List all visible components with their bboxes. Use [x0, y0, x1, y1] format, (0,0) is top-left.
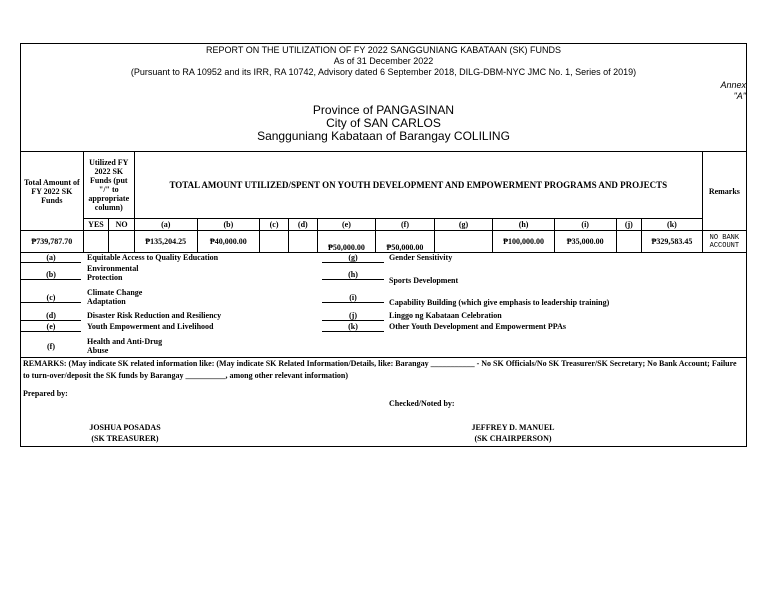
- col-programs-header: TOTAL AMOUNT UTILIZED/SPENT ON YOUTH DEVELOPMENT AND EMPOWERMENT PROGRAMS AND PROJECTS: [134, 152, 702, 219]
- report-date: As of 31 December 2022: [333, 56, 434, 66]
- col-yes-header: YES: [83, 219, 109, 231]
- treasurer-name: JOSHUA POSADAS: [89, 423, 161, 432]
- legend-code: (d): [21, 311, 81, 321]
- col-letter: (a): [134, 219, 197, 231]
- value-cell: ₱35,000.00: [554, 231, 616, 253]
- value-cell: [434, 231, 493, 253]
- col-letter: (h): [493, 219, 555, 231]
- utilization-table: [20, 151, 747, 253]
- legend-code: (a): [21, 253, 81, 263]
- col-letter: (i): [554, 219, 616, 231]
- col-letter: (e): [317, 219, 376, 231]
- legend-label: Other Youth Development and Empowerment PPAs: [389, 322, 566, 331]
- col-total-header: Total Amount of FY 2022 SK Funds: [21, 152, 84, 231]
- province-name: Province of PANGASINAN: [312, 103, 455, 117]
- legend-label: Health and Anti-Drug Abuse: [87, 337, 163, 355]
- col-letter: (c): [260, 219, 289, 231]
- city-name: City of SAN CARLOS: [326, 116, 441, 130]
- col-letter: (g): [434, 219, 493, 231]
- legend-code: (i): [322, 293, 384, 303]
- value-cell: [616, 231, 642, 253]
- chairperson-name: JEFFREY D. MANUEL: [471, 423, 555, 432]
- legend-label: Youth Empowerment and Livelihood: [87, 322, 214, 331]
- value-cell: ₱329,583.45: [642, 231, 703, 253]
- col-letter: (k): [642, 219, 703, 231]
- value-cell: ₱50,000.00: [317, 231, 376, 253]
- legend-label: Climate Change Adaptation: [87, 288, 143, 306]
- legend-label: Linggo ng Kabataan Celebration: [389, 311, 502, 320]
- legend-code: (c): [21, 293, 81, 303]
- table-subheader-row: [21, 219, 747, 231]
- legend-label: Sports Development: [389, 276, 459, 285]
- legend-code: (j): [322, 311, 384, 321]
- report-title: REPORT ON THE UTILIZATION OF FY 2022 SANGGUNIANG KABATAAN (SK) FUNDS: [206, 45, 561, 55]
- remarks-cell: NO BANK ACCOUNT: [702, 231, 746, 253]
- annex-letter: "A": [733, 91, 746, 101]
- legend-label: Equitable Access to Quality Education: [87, 253, 219, 262]
- legend-code: (h): [322, 270, 384, 280]
- col-letter: (f): [376, 219, 435, 231]
- legend-label: Environmental Protection: [87, 264, 139, 282]
- table-row: [21, 231, 747, 253]
- checked-by-label: Checked/Noted by:: [389, 399, 455, 408]
- col-remarks-header: Remarks: [702, 152, 746, 231]
- col-utilized-header: Utilized FY 2022 SK Funds (put "/" to appropriate column): [83, 152, 134, 219]
- legend-code: (k): [322, 322, 384, 332]
- chairperson-title: (SK CHAIRPERSON): [474, 434, 552, 443]
- value-cell: [288, 231, 317, 253]
- legend-label: Gender Sensitivity: [389, 253, 453, 262]
- legend-code: (b): [21, 270, 81, 280]
- legend-code: (e): [21, 322, 81, 332]
- treasurer-title: (SK TREASURER): [91, 434, 159, 443]
- barangay-name: Sangguniang Kabataan of Barangay COLILING: [257, 129, 510, 143]
- legend-label: Disaster Risk Reduction and Resiliency: [87, 311, 222, 320]
- value-cell: ₱100,000.00: [493, 231, 555, 253]
- legend-label: Capability Building (which give emphasis to leadership training): [389, 298, 610, 307]
- col-no-header: NO: [109, 219, 135, 231]
- col-letter: (d): [288, 219, 317, 231]
- prepared-by-label: Prepared by:: [23, 389, 68, 398]
- report-basis: (Pursuant to RA 10952 and its IRR, RA 10742, Advisory dated 6 September 2018, DILG-DBM-NYC JMC No. 1, Series of 2019): [130, 67, 637, 77]
- value-cell: ₱135,204.25: [134, 231, 197, 253]
- remarks-text: REMARKS: (May indicate SK related information like: (May indicate SK Related Information/Details, like: Barangay ___________ - No SK Officials/No SK Treasurer/SK Secretary; No Bank Account; Failure to turn-over/deposit the SK funds by Barangay __________, among other relevant information): [23, 359, 737, 380]
- value-cell: ₱50,000.00: [376, 231, 435, 253]
- value-cell: ₱40,000.00: [197, 231, 260, 253]
- col-letter: (j): [616, 219, 642, 231]
- legend-code: (f): [47, 342, 55, 351]
- table-header-row: [21, 152, 747, 219]
- total-amount-cell: ₱739,787.70: [21, 231, 84, 253]
- annex-label: Annex: [720, 80, 746, 90]
- yes-cell: [83, 231, 109, 253]
- no-cell: [109, 231, 135, 253]
- value-cell: [260, 231, 289, 253]
- legend-code: (g): [322, 253, 384, 263]
- col-letter: (b): [197, 219, 260, 231]
